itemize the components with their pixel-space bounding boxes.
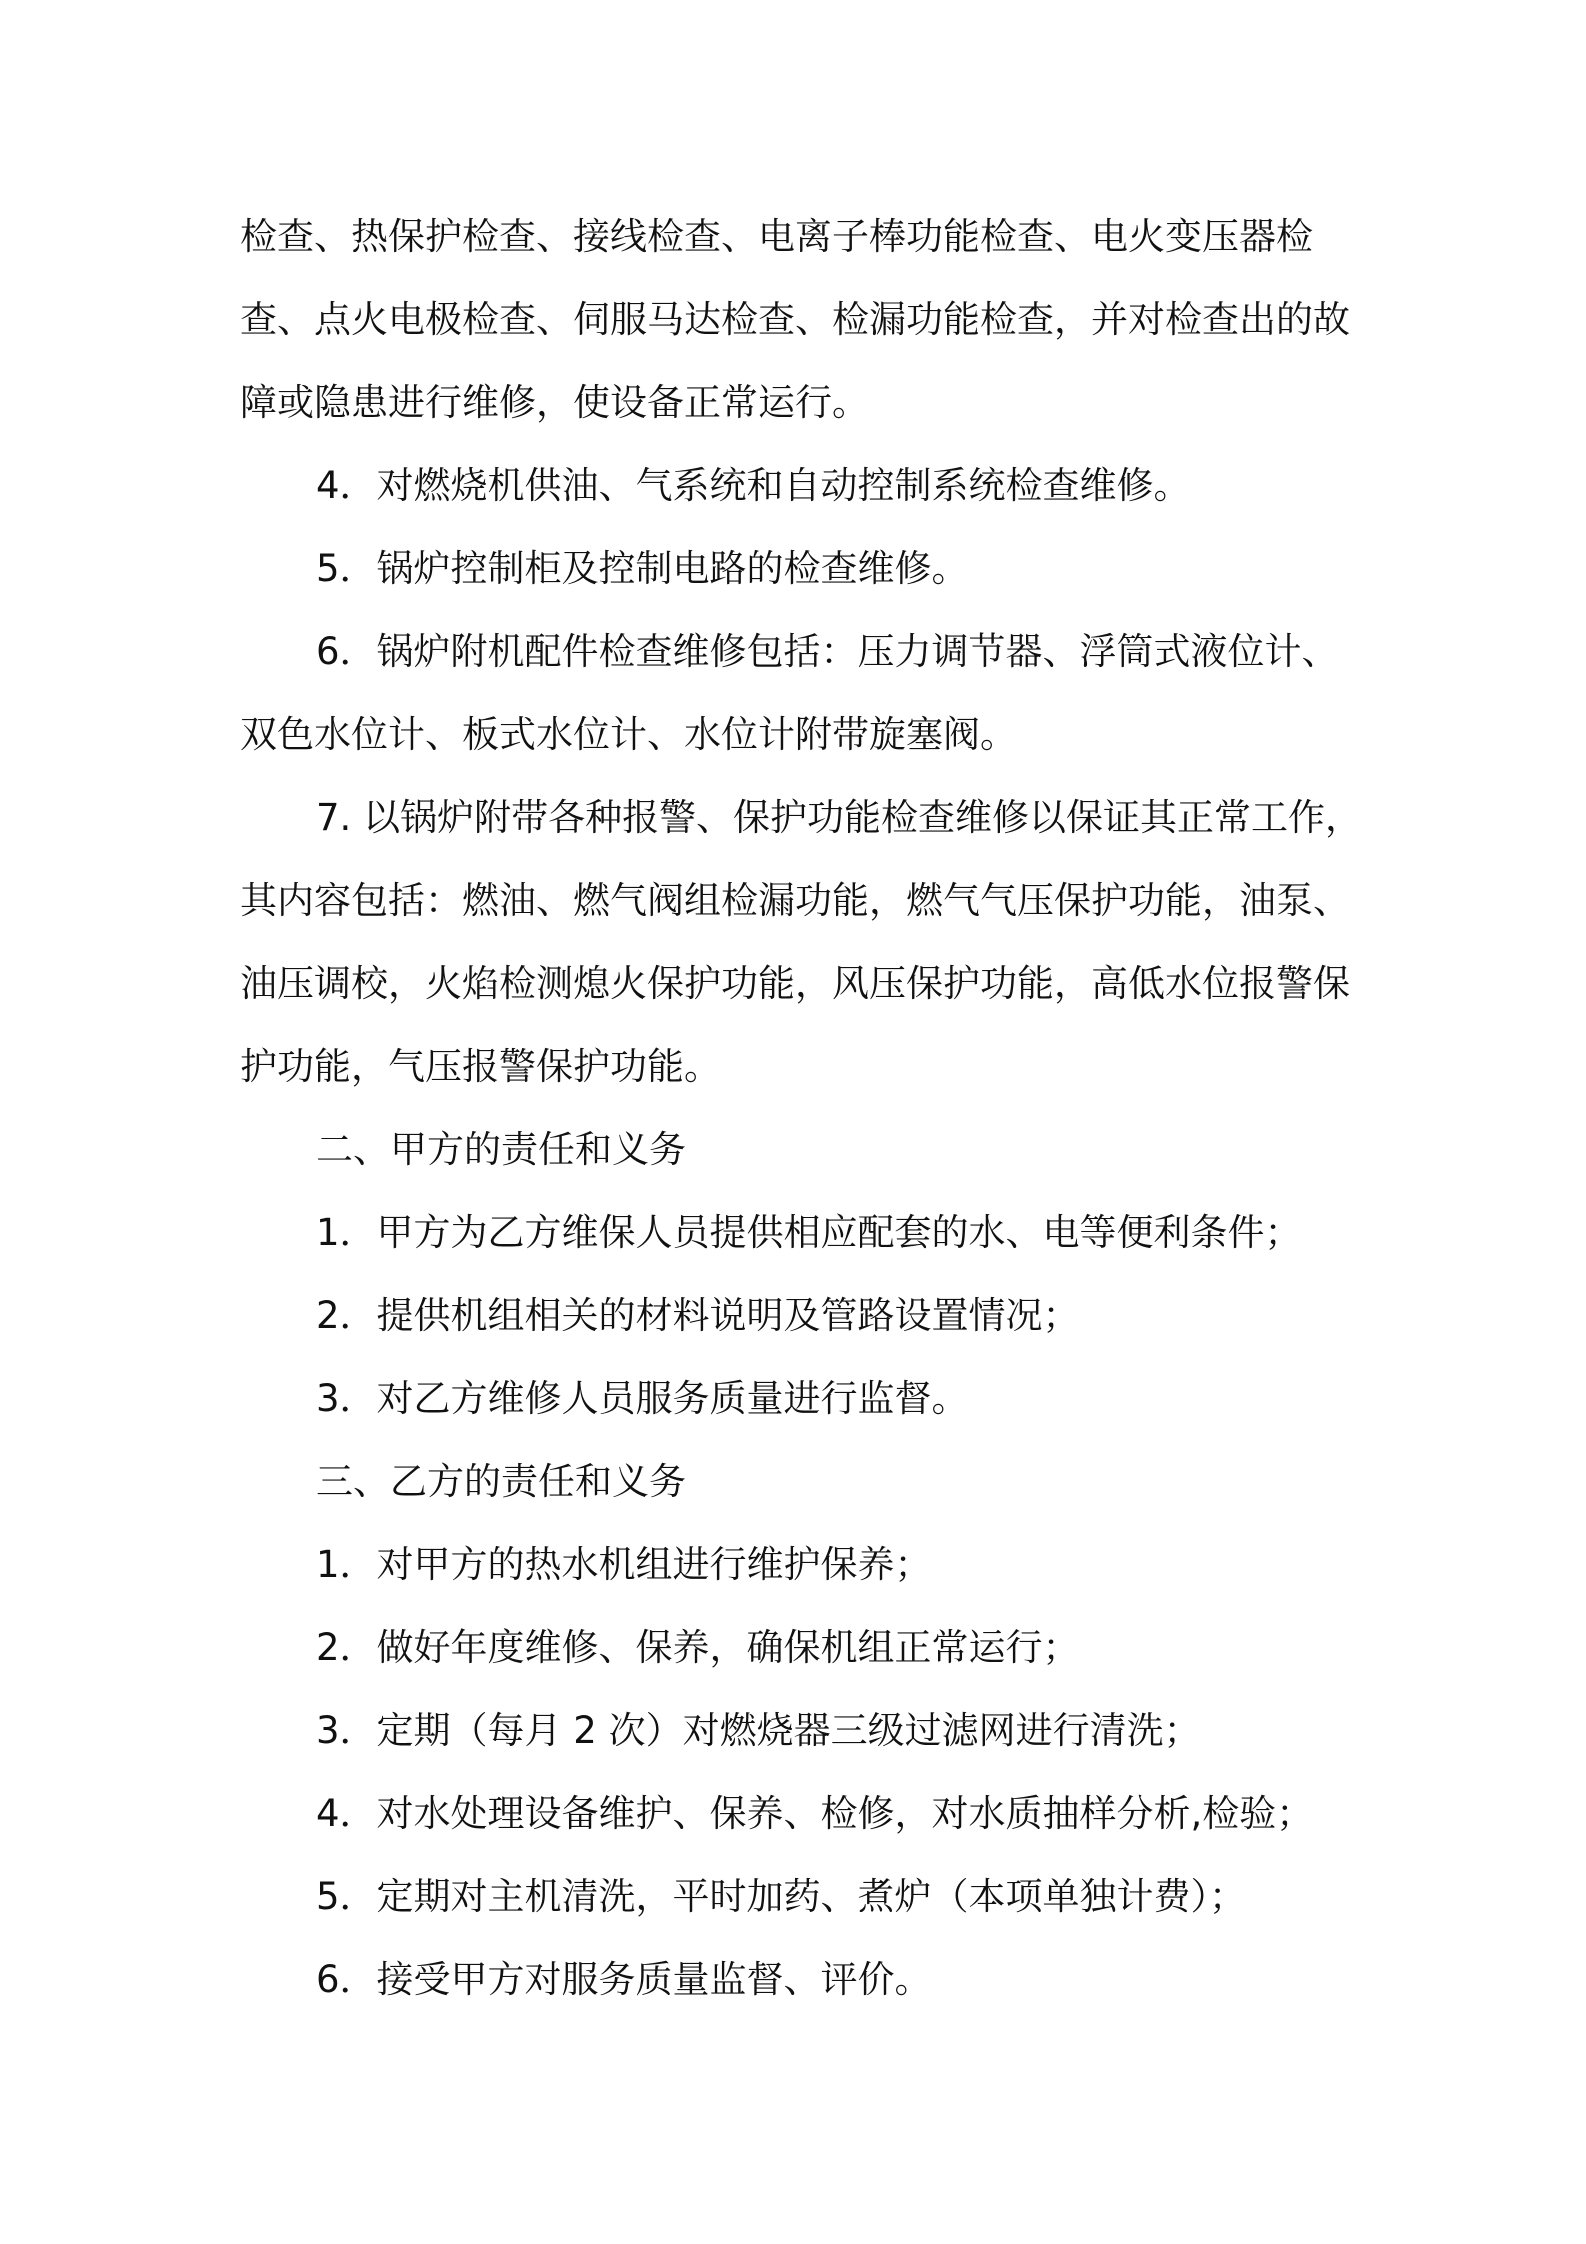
party-b-item-2: 2．做好年度维修、保养，确保机组正常运行； (316, 1626, 1080, 1669)
paragraph-item-4: 4．对燃烧机供油、气系统和自动控制系统检查维修。 (316, 464, 1191, 507)
section-heading-party-b: 三、乙方的责任和义务 (316, 1460, 686, 1503)
paragraph-item-6: 6．锅炉附机配件检查维修包括：压力调节器、浮筒式液位计、双色水位计、板式水位计、水位计附带旋塞阀。 (240, 630, 1339, 756)
section-heading-party-a: 二、甲方的责任和义务 (316, 1128, 686, 1171)
party-b-item-5: 5．定期对主机清洗，平时加药、煮炉（本项单独计费）； (316, 1875, 1247, 1918)
party-b-item-6: 6．接受甲方对服务质量监督、评价。 (316, 1958, 932, 2001)
party-a-item-3: 3．对乙方维修人员服务质量进行监督。 (316, 1377, 969, 1420)
paragraph-item-7: 7. 以锅炉附带各种报警、保护功能检查维修以保证其正常工作，其内容包括：燃油、燃气阀组检漏功能，燃气气压保护功能，油泵、油压调校，火焰检测熄火保护功能，风压保护功能，高低水位报警保护功能，气压报警保护功能。 (240, 796, 1363, 1088)
paragraph-item-5: 5．锅炉控制柜及控制电路的检查维修。 (316, 547, 969, 590)
party-a-item-1: 1．甲方为乙方维保人员提供相应配套的水、电等便利条件； (316, 1211, 1302, 1254)
party-a-item-2: 2．提供机组相关的材料说明及管路设置情况； (316, 1294, 1080, 1337)
party-b-item-1: 1．对甲方的热水机组进行维护保养； (316, 1543, 932, 1586)
party-b-item-3: 3．定期（每月 2 次）对燃烧器三级过滤网进行清洗； (316, 1709, 1201, 1752)
paragraph-continuation: 检查、热保护检查、接线检查、电离子棒功能检查、电火变压器检查、点火电极检查、伺服马达检查、检漏功能检查，并对检查出的故障或隐患进行维修，使设备正常运行。 (240, 215, 1350, 424)
party-b-item-4: 4．对水处理设备维护、保养、检修，对水质抽样分析,检验； (316, 1792, 1314, 1835)
document-body (240, 195, 1365, 2021)
